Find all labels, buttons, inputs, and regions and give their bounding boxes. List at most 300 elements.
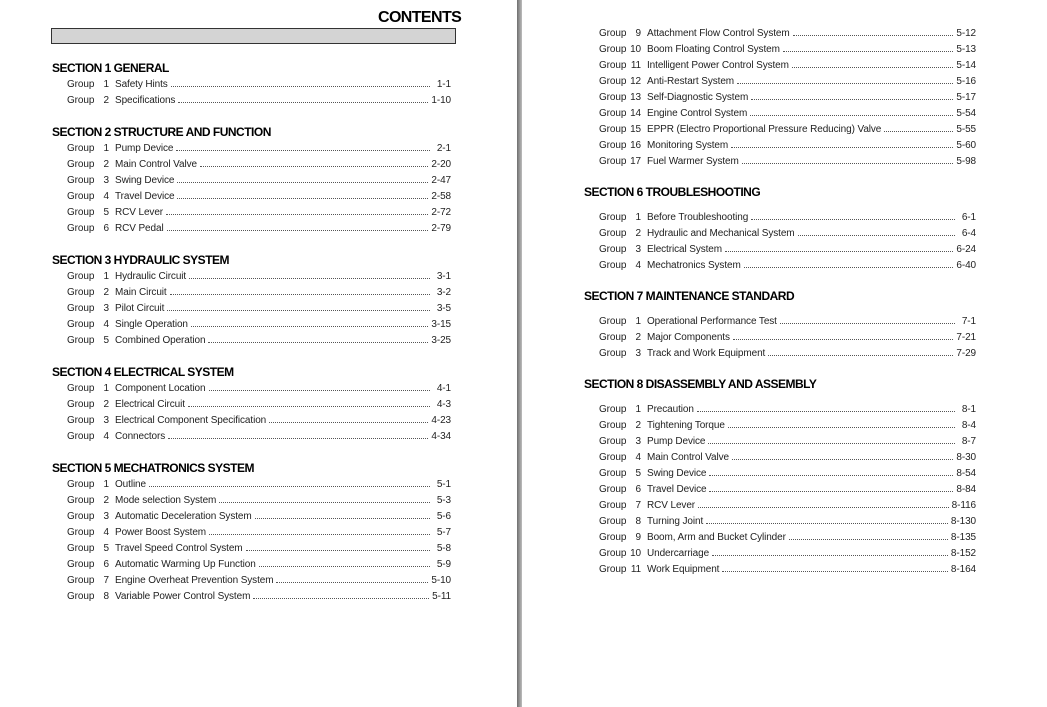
group-label: Group [67,78,95,90]
group-label: Group [67,590,95,602]
entry-title: Travel Speed Control System [115,542,243,554]
group-number: 5 [103,542,109,554]
group-number: 8 [103,590,109,602]
entry-title: Work Equipment [647,563,720,575]
page-number: 8-84 [956,483,976,495]
group-label: Group [599,403,627,415]
toc-entry[interactable] [67,300,451,316]
group-number: 10 [630,43,641,55]
group-label: Group [599,243,627,255]
group-label: Group [599,547,627,559]
group-label: Group [67,270,95,282]
group-number: 1 [103,78,109,90]
page-number: 5-54 [956,107,976,119]
dot-leader [751,98,953,100]
group-number: 4 [103,430,109,442]
group-number: 6 [103,222,109,234]
group-number: 6 [103,558,109,570]
toc-entry[interactable] [67,172,451,188]
group-label: Group [67,382,95,394]
group-label: Group [67,302,95,314]
group-label: Group [599,227,627,239]
entry-title: RCV Pedal [115,222,164,234]
group-number: 3 [103,174,109,186]
group-number: 12 [630,75,641,87]
page-number: 5-12 [956,27,976,39]
toc-entry[interactable] [599,529,976,545]
entry-title: RCV Lever [647,499,696,511]
toc-entry[interactable] [67,156,451,172]
dot-leader [768,354,953,356]
toc-entry[interactable] [599,73,976,89]
entry-title: Precaution [647,403,694,415]
entry-title: Hydraulic Circuit [115,270,187,282]
group-number: 1 [635,315,641,327]
group-label: Group [599,563,627,575]
dot-leader [722,570,948,572]
group-number: 4 [635,451,641,463]
toc-entry[interactable] [67,284,451,300]
dot-leader [246,549,430,551]
dot-leader [706,522,948,524]
group-label: Group [599,27,627,39]
group-number: 6 [635,483,641,495]
toc-entry[interactable] [67,76,451,92]
entry-title: Variable Power Control System [115,590,251,602]
group-number: 10 [630,547,641,559]
group-number: 3 [635,243,641,255]
entry-title: Boom Floating Control System [647,43,780,55]
section-heading[interactable]: SECTION 3 HYDRAULIC SYSTEM [52,253,230,267]
dot-leader [709,490,953,492]
group-label: Group [67,398,95,410]
page-number: 5-55 [956,123,976,135]
toc-entry[interactable] [599,545,976,561]
entry-title: Pump Device [115,142,174,154]
dot-leader [177,181,428,183]
group-number: 11 [630,59,641,71]
toc-entry[interactable] [599,153,976,169]
group-label: Group [67,494,95,506]
toc-entry[interactable] [67,204,451,220]
page-number: 8-7 [961,435,976,447]
entry-title: Monitoring System [647,139,729,151]
entry-title: Power Boost System [115,526,207,538]
right-page [522,0,1047,707]
entry-title: Main Control Valve [115,158,197,170]
dot-leader [188,405,430,407]
dot-leader [178,101,428,103]
group-label: Group [599,75,627,87]
page-number: 5-1 [436,478,451,490]
page-number: 5-3 [436,494,451,506]
toc-entry[interactable] [599,497,976,513]
group-number: 2 [103,94,109,106]
group-number: 2 [635,419,641,431]
dot-leader [697,410,955,412]
group-label: Group [599,259,627,271]
toc-entry[interactable] [67,492,451,508]
page-number: 3-1 [436,270,451,282]
entry-title: Undercarriage [647,547,710,559]
group-number: 4 [103,526,109,538]
group-number: 4 [635,259,641,271]
entry-title: Turning Joint [647,515,704,527]
page-number: 5-7 [436,526,451,538]
group-number: 1 [635,211,641,223]
dot-leader [780,322,955,324]
page-number: 1-10 [431,94,451,106]
group-label: Group [599,467,627,479]
group-number: 17 [630,155,641,167]
entry-title: Track and Work Equipment [647,347,766,359]
dot-leader [167,309,430,311]
entry-title: Automatic Deceleration System [115,510,252,522]
group-label: Group [599,107,627,119]
dot-leader [712,554,948,556]
group-label: Group [67,478,95,490]
page-number: 5-8 [436,542,451,554]
entry-title: Safety Hints [115,78,168,90]
dot-leader [792,66,954,68]
page-number: 5-16 [956,75,976,87]
page-number: 4-1 [436,382,451,394]
dot-leader [176,149,430,151]
group-number: 9 [635,531,641,543]
group-number: 4 [103,318,109,330]
entry-title: Combined Operation [115,334,206,346]
toc-entry[interactable] [599,241,976,257]
group-number: 1 [103,142,109,154]
page-number: 8-54 [956,467,976,479]
entry-title: Mechatronics System [647,259,741,271]
group-number: 2 [103,158,109,170]
toc-entry[interactable] [599,25,976,41]
section-heading[interactable]: SECTION 2 STRUCTURE AND FUNCTION [52,125,271,139]
page-number: 4-3 [436,398,451,410]
group-number: 1 [103,270,109,282]
group-label: Group [67,222,95,234]
dot-leader [189,277,430,279]
toc-entry[interactable] [599,225,976,241]
dot-leader [709,474,953,476]
page-number: 2-47 [431,174,451,186]
page-number: 8-164 [950,563,976,575]
group-number: 5 [103,206,109,218]
page-number: 7-1 [961,315,976,327]
toc-entry[interactable] [599,401,976,417]
dot-leader [783,50,954,52]
section-heading[interactable]: SECTION 8 DISASSEMBLY AND ASSEMBLY [584,377,817,391]
group-number: 1 [103,382,109,394]
dot-leader [744,266,954,268]
toc-entry[interactable] [599,137,976,153]
page-number: 8-30 [956,451,976,463]
section-heading[interactable]: SECTION 1 GENERAL [52,61,169,75]
page-number: 8-1 [961,403,976,415]
toc-entry[interactable] [67,412,451,428]
title-bar [51,28,456,44]
toc-entry[interactable] [67,332,451,348]
entry-title: Fuel Warmer System [647,155,739,167]
toc-entry[interactable] [67,188,451,204]
group-number: 13 [630,91,641,103]
group-number: 3 [103,302,109,314]
page-number: 8-130 [950,515,976,527]
page-number: 5-98 [956,155,976,167]
entry-title: Tightening Torque [647,419,725,431]
group-label: Group [67,190,95,202]
dot-leader [253,597,429,599]
dot-leader [737,82,953,84]
dot-leader [276,581,428,583]
entry-title: Electrical Component Specification [115,414,267,426]
toc-entry[interactable] [599,449,976,465]
toc-entry[interactable] [67,524,451,540]
dot-leader [168,437,428,439]
dot-leader [208,341,428,343]
page-number: 5-6 [436,510,451,522]
dot-leader [731,146,953,148]
page-number: 8-152 [950,547,976,559]
section-heading[interactable]: SECTION 7 MAINTENANCE STANDARD [584,289,795,303]
group-label: Group [599,515,627,527]
group-label: Group [599,123,627,135]
group-number: 4 [103,190,109,202]
group-label: Group [599,483,627,495]
dot-leader [732,458,953,460]
toc-entry[interactable] [599,121,976,137]
entry-title: Main Circuit [115,286,167,298]
entry-title: Electrical System [647,243,722,255]
toc-entry[interactable] [599,329,976,345]
group-label: Group [67,526,95,538]
group-label: Group [599,531,627,543]
dot-leader [171,85,430,87]
dot-leader [255,517,430,519]
dot-leader [170,293,430,295]
dot-leader [209,533,430,535]
dot-leader [725,250,953,252]
page-number: 4-23 [431,414,451,426]
group-label: Group [599,43,627,55]
group-label: Group [599,419,627,431]
group-label: Group [67,334,95,346]
toc-entry[interactable] [599,89,976,105]
toc-entry[interactable] [67,92,451,108]
page-number: 2-58 [431,190,451,202]
group-number: 7 [103,574,109,586]
dot-leader [191,325,428,327]
group-label: Group [67,414,95,426]
group-number: 1 [635,403,641,415]
group-label: Group [599,59,627,71]
entry-title: Engine Control System [647,107,748,119]
section-heading[interactable]: SECTION 6 TROUBLESHOOTING [584,185,761,199]
group-number: 8 [635,515,641,527]
dot-leader [200,165,428,167]
entry-title: Boom, Arm and Bucket Cylinder [647,531,786,543]
page-number: 4-34 [431,430,451,442]
page-number: 6-24 [956,243,976,255]
group-label: Group [599,155,627,167]
entry-title: Swing Device [115,174,175,186]
group-number: 2 [103,494,109,506]
group-label: Group [67,542,95,554]
page-number: 7-29 [956,347,976,359]
page-number: 8-135 [950,531,976,543]
toc-entry[interactable] [599,105,976,121]
entry-title: Mode selection System [115,494,217,506]
entry-title: Connectors [115,430,166,442]
page-number: 3-5 [436,302,451,314]
dot-leader [219,501,430,503]
entry-title: Intelligent Power Control System [647,59,789,71]
page-number: 5-13 [956,43,976,55]
group-label: Group [599,435,627,447]
group-label: Group [67,574,95,586]
toc-entry[interactable] [67,572,451,588]
toc-entry[interactable] [599,417,976,433]
group-label: Group [599,211,627,223]
entry-title: Component Location [115,382,206,394]
page-number: 1-1 [436,78,451,90]
dot-leader [733,338,953,340]
group-number: 3 [103,510,109,522]
dot-leader [209,389,431,391]
toc-entry[interactable] [67,396,451,412]
entry-title: Main Control Valve [647,451,729,463]
toc-entry[interactable] [67,220,451,236]
group-label: Group [599,91,627,103]
dot-leader [698,506,949,508]
entry-title: Operational Performance Test [647,315,777,327]
page-number: 2-72 [431,206,451,218]
group-label: Group [67,174,95,186]
toc-entry[interactable] [67,588,451,604]
entry-title: Swing Device [647,467,707,479]
toc-entry[interactable] [599,41,976,57]
group-label: Group [67,510,95,522]
entry-title: Electrical Circuit [115,398,185,410]
group-number: 9 [635,27,641,39]
group-label: Group [599,451,627,463]
page-number: 8-116 [951,499,976,511]
entry-title: Major Components [647,331,730,343]
page-number: 6-4 [961,227,976,239]
entry-title: EPPR (Electro Proportional Pressure Reducing) Valve [647,123,882,135]
page-number: 5-9 [436,558,451,570]
toc-entry[interactable] [599,465,976,481]
page-number: 5-10 [431,574,451,586]
group-label: Group [67,318,95,330]
toc-entry[interactable] [599,209,976,225]
toc-entry[interactable] [67,508,451,524]
page-number: 2-1 [436,142,451,154]
group-number: 3 [635,347,641,359]
group-number: 7 [635,499,641,511]
entry-title: Engine Overheat Prevention System [115,574,274,586]
entry-title: Travel Device [647,483,707,495]
group-number: 2 [103,398,109,410]
group-number: 16 [630,139,641,151]
page-number: 6-1 [961,211,976,223]
group-label: Group [599,499,627,511]
page-number: 3-25 [431,334,451,346]
group-label: Group [599,139,627,151]
group-label: Group [67,94,95,106]
group-label: Group [67,206,95,218]
left-page [0,0,517,707]
dot-leader [166,213,428,215]
toc-entry[interactable] [599,513,976,529]
entry-title: Hydraulic and Mechanical System [647,227,795,239]
section-heading[interactable]: SECTION 5 MECHATRONICS SYSTEM [52,461,254,475]
group-number: 5 [635,467,641,479]
group-label: Group [67,286,95,298]
dot-leader [750,114,953,116]
page-number: 3-15 [431,318,451,330]
group-number: 2 [103,286,109,298]
page-number: 5-14 [956,59,976,71]
page-number: 2-20 [431,158,451,170]
group-label: Group [599,315,627,327]
group-number: 1 [103,478,109,490]
toc-entry[interactable] [599,481,976,497]
toc-entry[interactable] [67,380,451,396]
toc-entry[interactable] [67,268,451,284]
entry-title: Pump Device [647,435,706,447]
toc-entry[interactable] [67,476,451,492]
toc-entry[interactable] [599,433,976,449]
toc-entry[interactable] [67,556,451,572]
dot-leader [751,218,955,220]
dot-leader [728,426,955,428]
group-number: 11 [630,563,641,575]
toc-entry[interactable] [599,561,976,577]
dot-leader [269,421,428,423]
group-label: Group [67,558,95,570]
dot-leader [708,442,955,444]
group-number: 3 [103,414,109,426]
group-number: 3 [635,435,641,447]
dot-leader [149,485,430,487]
page-number: 8-4 [961,419,976,431]
toc-entry[interactable] [67,540,451,556]
entry-title: Pilot Circuit [115,302,165,314]
toc-entry[interactable] [599,345,976,361]
group-number: 2 [635,227,641,239]
page-number: 6-40 [956,259,976,271]
toc-entry[interactable] [67,428,451,444]
section-heading[interactable]: SECTION 4 ELECTRICAL SYSTEM [52,365,234,379]
dot-leader [167,229,429,231]
entry-title: Self-Diagnostic System [647,91,749,103]
entry-title: Automatic Warming Up Function [115,558,256,570]
toc-entry[interactable] [599,257,976,273]
toc-entry[interactable] [67,140,451,156]
page-number: 5-17 [956,91,976,103]
dot-leader [259,565,430,567]
page-number: 3-2 [436,286,451,298]
toc-entry[interactable] [599,57,976,73]
group-label: Group [599,347,627,359]
group-number: 2 [635,331,641,343]
toc-entry[interactable] [67,316,451,332]
dot-leader [793,34,954,36]
toc-entry[interactable] [599,313,976,329]
page-number: 5-60 [956,139,976,151]
